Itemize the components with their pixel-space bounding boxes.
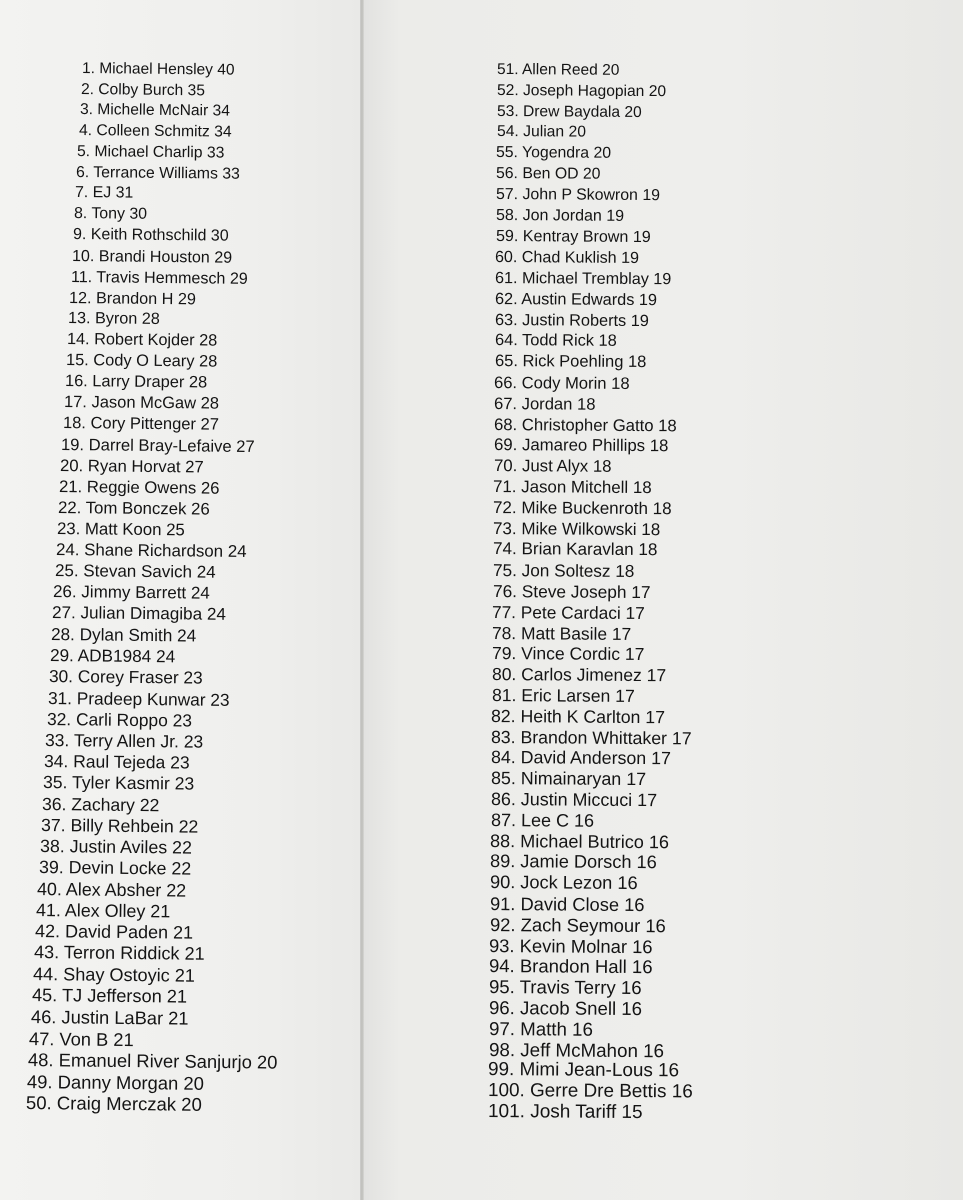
list-item: 11. Travis Hemmesch 29 [70,267,248,288]
list-item: 14. Robert Kojder 28 [67,330,218,350]
list-item: 48. Emanuel River Sanjurjo 20 [28,1049,278,1073]
list-item: 23. Matt Koon 25 [56,518,185,540]
list-item: 100. Gerre Dre Bettis 16 [488,1080,694,1103]
list-item: 42. David Paden 21 [34,921,194,943]
list-item: 41. Alex Olley 21 [36,899,171,922]
list-item: 101. Josh Tariff 15 [487,1101,643,1124]
list-item: 68. Christopher Gatto 18 [493,414,677,435]
list-item: 59. Kentray Brown 19 [495,227,651,247]
list-item: 82. Heith K Carlton 17 [491,705,666,728]
list-item: 66. Cody Morin 18 [494,373,630,393]
list-item: 51. Allen Reed 20 [496,61,620,79]
list-item: 89. Jamie Dorsch 16 [490,851,658,873]
list-item: 83. Brandon Whittaker 17 [491,726,692,748]
list-item: 30. Corey Fraser 23 [48,666,203,688]
list-item: 3. Michelle McNair 34 [79,101,230,120]
list-item: 64. Todd Rick 18 [494,331,617,351]
list-item: 94. Brandon Hall 16 [489,955,653,978]
list-item: 81. Eric Larsen 17 [491,685,635,706]
list-item: 77. Pete Cardaci 17 [492,601,646,623]
list-item: 2. Colby Burch 35 [80,80,205,99]
ranking-list-left [0,0,360,1200]
list-item: 34. Raul Tejeda 23 [44,751,191,773]
list-item: 57. John P Skowron 19 [495,185,660,204]
list-item: 20. Ryan Horvat 27 [60,455,205,477]
list-item: 95. Travis Terry 16 [489,976,642,999]
list-item: 52. Joseph Hagopian 20 [496,81,666,100]
list-item: 70. Just Alyx 18 [493,456,612,477]
list-item: 18. Cory Pittenger 27 [62,414,219,434]
list-item: 10. Brandi Houston 29 [71,246,232,267]
list-item: 17. Jason McGaw 28 [63,393,219,413]
list-item: 65. Rick Poehling 18 [494,352,646,372]
ranking-list-right [364,0,963,1200]
list-item: 63. Justin Roberts 19 [494,310,649,330]
list-item: 74. Brian Karavlan 18 [492,539,658,560]
list-item: 6. Terrance Williams 33 [76,163,241,183]
list-item: 46. Justin LaBar 21 [30,1006,189,1030]
list-item: 25. Stevan Savich 24 [54,561,216,582]
list-item: 79. Vince Cordic 17 [491,643,645,665]
list-item: 12. Brandon H 29 [69,288,197,308]
list-item: 73. Mike Wilkowski 18 [492,518,661,539]
list-item: 8. Tony 30 [73,205,148,223]
list-item: 4. Colleen Schmitz 34 [78,122,232,141]
list-item: 49. Danny Morgan 20 [26,1070,205,1094]
list-item: 76. Steve Joseph 17 [492,581,651,603]
list-item: 19. Darrel Bray-Lefaive 27 [61,434,256,456]
list-item: 26. Jimmy Barrett 24 [53,582,211,603]
list-item: 43. Terron Riddick 21 [33,942,205,965]
list-item: 96. Jacob Snell 16 [488,997,642,1020]
list-item: 27. Julian Dimagiba 24 [52,603,227,624]
list-item: 9. Keith Rothschild 30 [72,226,229,245]
list-item: 61. Michael Tremblay 19 [495,269,672,289]
list-item: 71. Jason Mitchell 18 [493,477,653,498]
list-item: 67. Jordan 18 [494,393,596,414]
list-item: 37. Billy Rehbein 22 [40,814,199,837]
list-item: 55. Yogendra 20 [496,144,612,162]
list-item: 36. Zachary 22 [41,793,160,815]
list-item: 93. Kevin Molnar 16 [489,934,654,957]
list-item: 31. Pradeep Kunwar 23 [47,687,230,710]
list-item: 15. Cody O Leary 28 [65,351,218,371]
list-item: 24. Shane Richardson 24 [55,539,247,561]
list-item: 16. Larry Draper 28 [64,372,208,392]
list-item: 60. Chad Kuklish 19 [495,248,640,268]
list-item: 28. Dylan Smith 24 [50,624,197,646]
list-item: 97. Matth 16 [488,1017,593,1040]
list-item: 33. Terry Allen Jr. 23 [45,729,204,752]
list-item: 91. David Close 16 [489,893,645,916]
right-page [364,0,963,1200]
list-item: 99. Mimi Jean-Lous 16 [488,1059,680,1082]
list-item: 75. Jon Soltesz 18 [492,560,635,582]
list-item: 21. Reggie Owens 26 [58,476,220,498]
list-item: 80. Carlos Jimenez 17 [491,664,666,686]
list-item: 1. Michael Hensley 40 [81,60,235,79]
list-item: 53. Drew Baydala 20 [496,102,642,121]
list-item: 13. Byron 28 [68,309,161,329]
list-item: 44. Shay Ostoyic 21 [32,963,195,986]
list-item: 58. Jon Jordan 19 [495,206,624,225]
list-item: 84. David Anderson 17 [491,747,672,769]
list-item: 50. Craig Merczak 20 [25,1092,202,1115]
list-item: 56. Ben OD 20 [496,165,601,183]
list-item: 69. Jamareo Phillips 18 [493,435,669,456]
list-item: 90. Jock Lezon 16 [489,872,638,894]
list-item: 88. Michael Butrico 16 [490,830,670,852]
list-item: 72. Mike Buckenroth 18 [493,497,672,519]
list-item: 7. EJ 31 [75,184,134,203]
left-page [0,0,360,1200]
list-item: 54. Julian 20 [496,123,586,142]
list-item: 40. Alex Absher 22 [37,878,187,901]
list-item: 47. Von B 21 [29,1027,135,1050]
list-item: 86. Justin Miccuci 17 [490,789,657,811]
list-item: 87. Lee C 16 [490,809,594,831]
list-item: 92. Zach Seymour 16 [489,913,666,937]
list-item: 29. ADB1984 24 [49,645,176,667]
list-item: 32. Carli Roppo 23 [46,708,192,731]
list-item: 45. TJ Jefferson 21 [31,985,187,1007]
list-item: 35. Tyler Kasmir 23 [42,772,195,794]
list-item: 5. Michael Charlip 33 [77,142,225,162]
list-item: 85. Nimainaryan 17 [490,768,647,790]
list-item: 38. Justin Aviles 22 [39,835,192,858]
list-item: 62. Austin Edwards 19 [494,289,658,309]
list-item: 98. Jeff McMahon 16 [488,1038,664,1061]
list-item: 22. Tom Bonczek 26 [57,497,210,519]
list-item: 39. Devin Locke 22 [38,857,191,879]
list-item: 78. Matt Basile 17 [492,622,632,644]
